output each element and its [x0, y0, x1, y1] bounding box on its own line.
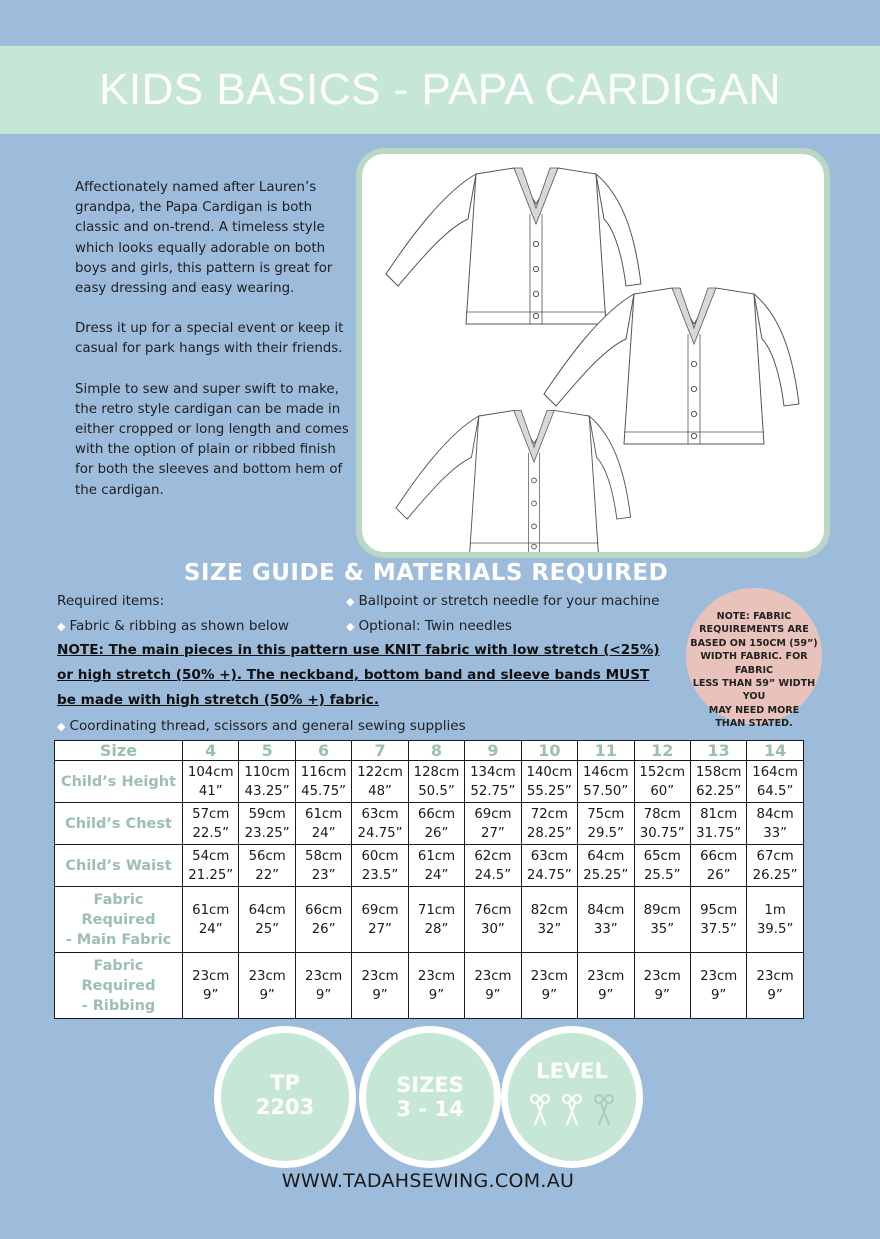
- size-column-header: 6: [295, 741, 351, 761]
- cell-metric-value: 64cm: [248, 902, 286, 918]
- cell-metric-value: 57cm: [192, 806, 230, 822]
- cell-metric-value: 61cm: [305, 806, 343, 822]
- table-cell: [352, 761, 408, 803]
- sizes-range: 3 - 14: [396, 1097, 464, 1121]
- cell-metric-value: 152cm: [639, 764, 686, 780]
- cell-imperial-value: 33”: [763, 825, 787, 841]
- table-row: [55, 953, 804, 1019]
- cell-metric-value: 66cm: [417, 806, 456, 822]
- cell-imperial-value: 64.5”: [756, 783, 794, 799]
- cell-metric-value: 62cm: [474, 848, 512, 864]
- table-cell: [408, 887, 464, 953]
- size-column-header: 11: [578, 741, 634, 761]
- size-column-header: 10: [521, 741, 577, 761]
- size-column-header: 5: [239, 741, 295, 761]
- cell-metric-value: 23cm: [643, 968, 681, 984]
- list-item: [57, 618, 289, 634]
- cell-metric-value: 66cm: [305, 902, 343, 918]
- cell-imperial-value: 26”: [424, 825, 449, 841]
- row-label-line: Child’s Height: [60, 773, 177, 790]
- cell-metric-value: 23cm: [305, 968, 343, 984]
- list-item-text: Optional: Twin needles: [358, 618, 512, 634]
- row-label-line: Fabric Required: [81, 957, 156, 994]
- required-items-label: Required items:: [57, 593, 165, 609]
- row-label-line: Child’s Waist: [65, 857, 172, 874]
- table-cell: [690, 953, 746, 1019]
- row-label: [55, 803, 183, 845]
- size-header-label: Size: [55, 741, 183, 761]
- intro-paragraph: Affectionately named after Lauren’s grandpa, the Papa Cardigan is both classic and on-trend. A timeless style which looks equally adorable on both boys and girls, this pattern is great for easy dressing and easy wearing.: [75, 180, 333, 297]
- table-cell: [183, 761, 239, 803]
- cell-imperial-value: 24.75”: [357, 825, 403, 841]
- fabric-note-line: BASED ON 150CM (59”): [690, 637, 818, 649]
- table-cell: [521, 761, 577, 803]
- list-item-text: Coordinating thread, scissors and general sewing supplies: [69, 718, 466, 734]
- cell-imperial-value: 23”: [311, 867, 336, 883]
- cell-imperial-value: 48”: [368, 783, 392, 799]
- table-cell: [465, 953, 521, 1019]
- cell-metric-value: 104cm: [187, 764, 234, 780]
- cell-imperial-value: 9”: [315, 987, 332, 1003]
- pattern-number-badge: [221, 1033, 349, 1161]
- table-cell: [295, 761, 351, 803]
- cell-metric-value: 23cm: [361, 968, 399, 984]
- cell-metric-value: 23cm: [248, 968, 286, 984]
- table-cell: [634, 845, 690, 887]
- fabric-note-line: REQUIREMENTS ARE: [699, 624, 809, 636]
- table-cell: [747, 761, 803, 803]
- cell-metric-value: 81cm: [700, 806, 738, 822]
- cell-metric-value: 59cm: [248, 806, 286, 822]
- cell-metric-value: 128cm: [413, 764, 460, 780]
- list-item: [57, 718, 466, 734]
- cell-metric-value: 23cm: [700, 968, 738, 984]
- cell-metric-value: 164cm: [752, 764, 798, 780]
- bullet-icon: ◆: [57, 720, 66, 733]
- fabric-note-badge: [686, 588, 822, 730]
- row-label-line: - Main Fabric: [65, 931, 172, 948]
- cell-imperial-value: 62.25”: [696, 783, 742, 799]
- row-label-line: Fabric Required: [81, 891, 156, 928]
- fabric-note-line: NOTE: FABRIC: [716, 611, 792, 622]
- cell-metric-value: 54cm: [192, 848, 230, 864]
- cell-imperial-value: 28.25”: [526, 825, 572, 841]
- cell-imperial-value: 22”: [255, 867, 280, 883]
- table-row: [55, 845, 804, 887]
- cardigan-illustration: [362, 154, 824, 552]
- table-cell: [183, 887, 239, 953]
- cell-metric-value: 60cm: [361, 848, 399, 864]
- table-cell: [634, 803, 690, 845]
- cell-metric-value: 89cm: [643, 902, 681, 918]
- table-cell: [690, 845, 746, 887]
- row-label: [55, 953, 183, 1019]
- cell-imperial-value: 26”: [706, 867, 731, 883]
- cell-imperial-value: 27”: [481, 825, 505, 841]
- table-cell: [295, 845, 351, 887]
- cell-metric-value: 23cm: [756, 968, 794, 984]
- cell-metric-value: 71cm: [417, 902, 456, 918]
- cell-imperial-value: 24.5”: [474, 867, 512, 883]
- sizes-badge: [366, 1033, 494, 1161]
- table-header-row: [55, 741, 804, 761]
- size-column-header: 14: [747, 741, 803, 761]
- size-guide-table: [54, 740, 804, 1019]
- cell-imperial-value: 9”: [541, 987, 558, 1003]
- cell-imperial-value: 9”: [710, 987, 727, 1003]
- knit-note-line: NOTE: The main pieces in this pattern use KNIT fabric with low stretch (<25%): [57, 642, 660, 658]
- cell-imperial-value: 43.25”: [244, 783, 290, 799]
- cell-imperial-value: 50.5”: [418, 783, 455, 799]
- title-banner: [0, 46, 880, 134]
- table-cell: [578, 845, 634, 887]
- bullet-icon: ◆: [346, 620, 355, 633]
- table-cell: [352, 953, 408, 1019]
- table-cell: [465, 803, 521, 845]
- cell-metric-value: 65cm: [643, 848, 681, 864]
- table-cell: [578, 761, 634, 803]
- list-item-text: Fabric & ribbing as shown below: [69, 618, 290, 634]
- cell-imperial-value: 25.25”: [583, 867, 629, 883]
- table-cell: [408, 953, 464, 1019]
- table-cell: [521, 953, 577, 1019]
- cell-metric-value: 84cm: [587, 902, 625, 918]
- cell-imperial-value: 24”: [311, 825, 336, 841]
- size-column-header: 12: [634, 741, 690, 761]
- cell-imperial-value: 9”: [372, 987, 388, 1003]
- cell-metric-value: 23cm: [474, 968, 512, 984]
- cardigan-illustration-frame: [356, 148, 830, 558]
- cell-metric-value: 158cm: [695, 764, 742, 780]
- table-cell: [747, 803, 803, 845]
- cell-metric-value: 61cm: [417, 848, 456, 864]
- table-cell: [747, 953, 803, 1019]
- cell-imperial-value: 23.5”: [361, 867, 399, 883]
- level-scissors-rating: [524, 1089, 620, 1129]
- cell-imperial-value: 45.75”: [301, 783, 347, 799]
- cell-metric-value: 82cm: [530, 902, 568, 918]
- table-cell: [408, 803, 464, 845]
- table-cell: [239, 803, 295, 845]
- table-cell: [352, 803, 408, 845]
- page-title: KIDS BASICS - PAPA CARDIGAN: [99, 65, 781, 114]
- table-cell: [408, 845, 464, 887]
- cell-imperial-value: 25”: [255, 921, 280, 937]
- cell-imperial-value: 57.50”: [583, 783, 629, 799]
- table-cell: [578, 803, 634, 845]
- table-cell: [690, 803, 746, 845]
- cell-imperial-value: 24”: [198, 921, 223, 937]
- cell-imperial-value: 26”: [311, 921, 336, 937]
- table-cell: [634, 761, 690, 803]
- cell-metric-value: 64cm: [587, 848, 625, 864]
- cell-imperial-value: 30.75”: [639, 825, 685, 841]
- cell-imperial-value: 32”: [537, 921, 562, 937]
- cell-imperial-value: 29.5”: [587, 825, 625, 841]
- cell-metric-value: 63cm: [530, 848, 568, 864]
- table-cell: [239, 845, 295, 887]
- table-cell: [352, 887, 408, 953]
- cell-metric-value: 146cm: [582, 764, 629, 780]
- scissors-icon-filled: [563, 1095, 581, 1125]
- sizes-label: SIZES: [396, 1073, 464, 1097]
- cell-metric-value: 72cm: [530, 806, 568, 822]
- scissors-icon-empty: [595, 1095, 613, 1125]
- table-cell: [634, 953, 690, 1019]
- cell-imperial-value: 37.5”: [700, 921, 737, 937]
- size-column-header: 7: [352, 741, 408, 761]
- cell-metric-value: 84cm: [756, 806, 794, 822]
- list-item: [346, 618, 512, 634]
- cell-imperial-value: 24.75”: [526, 867, 572, 883]
- size-column-header: 4: [183, 741, 239, 761]
- cell-metric-value: 122cm: [357, 764, 403, 780]
- cell-metric-value: 67cm: [756, 848, 794, 864]
- list-item-text: Ballpoint or stretch needle for your machine: [358, 593, 660, 609]
- cell-metric-value: 110cm: [244, 764, 290, 780]
- table-cell: [465, 887, 521, 953]
- table-cell: [747, 887, 803, 953]
- level-badge: [508, 1033, 636, 1161]
- table-cell: [239, 953, 295, 1019]
- table-cell: [578, 953, 634, 1019]
- cell-imperial-value: 9”: [485, 987, 501, 1003]
- cell-imperial-value: 9”: [428, 987, 445, 1003]
- size-column-header: 13: [690, 741, 746, 761]
- fabric-note-line: LESS THAN 59” WIDTH YOU: [692, 678, 816, 703]
- cell-metric-value: 61cm: [192, 902, 230, 918]
- table-cell: [239, 761, 295, 803]
- table-cell: [295, 953, 351, 1019]
- cell-imperial-value: 30”: [481, 921, 505, 937]
- cell-metric-value: 23cm: [417, 968, 456, 984]
- size-column-header: 9: [465, 741, 521, 761]
- intro-text: [75, 178, 350, 521]
- cell-imperial-value: 26.25”: [752, 867, 798, 883]
- cell-metric-value: 23cm: [530, 968, 568, 984]
- cell-metric-value: 1m: [764, 902, 786, 918]
- cell-imperial-value: 9”: [203, 987, 219, 1003]
- cell-metric-value: 75cm: [587, 806, 625, 822]
- cell-imperial-value: 41”: [198, 783, 223, 799]
- table-cell: [521, 803, 577, 845]
- row-label: [55, 761, 183, 803]
- cell-imperial-value: 27”: [368, 921, 392, 937]
- cell-metric-value: 134cm: [470, 764, 516, 780]
- table-cell: [521, 887, 577, 953]
- row-label: [55, 845, 183, 887]
- cell-metric-value: 69cm: [474, 806, 512, 822]
- table-cell: [239, 887, 295, 953]
- cell-imperial-value: 39.5”: [756, 921, 794, 937]
- table-cell: [521, 845, 577, 887]
- pattern-code-number: 2203: [255, 1095, 315, 1119]
- cell-metric-value: 76cm: [474, 902, 512, 918]
- table-cell: [465, 761, 521, 803]
- cell-metric-value: 58cm: [305, 848, 343, 864]
- cell-metric-value: 23cm: [192, 968, 230, 984]
- cell-metric-value: 140cm: [526, 764, 573, 780]
- table-cell: [183, 953, 239, 1019]
- website-url: WWW.TADAHSEWING.COM.AU: [281, 1170, 575, 1192]
- cell-imperial-value: 31.75”: [696, 825, 742, 841]
- knit-note-line: be made with high stretch (50% +) fabric.: [57, 692, 380, 708]
- table-cell: [747, 845, 803, 887]
- cell-imperial-value: 22.5”: [192, 825, 229, 841]
- cell-imperial-value: 60”: [650, 783, 675, 799]
- cell-imperial-value: 33”: [593, 921, 618, 937]
- intro-paragraph: Simple to sew and super swift to make, the retro style cardigan can be made in either cropped or long length and comes with the option of plain or ribbed finish for both the sleeves and bottom hem of the cardigan.: [75, 381, 349, 498]
- knit-note-line: or high stretch (50% +). The neckband, bottom band and sleeve bands MUST: [57, 667, 650, 683]
- table-cell: [352, 845, 408, 887]
- row-label-line: Child’s Chest: [65, 815, 172, 832]
- cell-metric-value: 56cm: [248, 848, 286, 864]
- table-row: [55, 887, 804, 953]
- cell-imperial-value: 9”: [598, 987, 614, 1003]
- cell-imperial-value: 28”: [424, 921, 449, 937]
- cell-imperial-value: 21.25”: [188, 867, 234, 883]
- cell-metric-value: 69cm: [361, 902, 399, 918]
- table-cell: [690, 887, 746, 953]
- cell-metric-value: 66cm: [700, 848, 738, 864]
- table-row: [55, 761, 804, 803]
- table-cell: [408, 761, 464, 803]
- table-cell: [578, 887, 634, 953]
- fabric-note-line: MAY NEED MORE: [708, 704, 800, 716]
- row-label-line: - Ribbing: [81, 997, 156, 1014]
- row-label: [55, 887, 183, 953]
- cell-metric-value: 95cm: [700, 902, 738, 918]
- table-row: [55, 803, 804, 845]
- cell-imperial-value: 24”: [424, 867, 449, 883]
- bullet-icon: ◆: [57, 620, 66, 633]
- table-cell: [183, 803, 239, 845]
- size-guide-heading: SIZE GUIDE & MATERIALS REQUIRED: [183, 560, 669, 586]
- table-cell: [183, 845, 239, 887]
- cell-metric-value: 23cm: [587, 968, 625, 984]
- table-cell: [295, 887, 351, 953]
- list-item: [346, 593, 659, 609]
- fabric-note-line: WIDTH FABRIC. FOR FABRIC: [700, 651, 808, 676]
- cell-imperial-value: 9”: [767, 987, 783, 1003]
- table-cell: [295, 803, 351, 845]
- scissors-icon-filled: [531, 1095, 549, 1125]
- table-cell: [634, 887, 690, 953]
- cell-imperial-value: 35”: [650, 921, 675, 937]
- cell-imperial-value: 55.25”: [526, 783, 572, 799]
- level-label: LEVEL: [536, 1059, 608, 1083]
- cell-imperial-value: 23.25”: [244, 825, 290, 841]
- cell-imperial-value: 25.5”: [643, 867, 681, 883]
- table-cell: [465, 845, 521, 887]
- pattern-code-label: TP: [270, 1071, 300, 1095]
- cell-metric-value: 78cm: [643, 806, 681, 822]
- table-cell: [690, 761, 746, 803]
- cell-imperial-value: 9”: [654, 987, 670, 1003]
- cell-metric-value: 63cm: [361, 806, 399, 822]
- intro-paragraph: Dress it up for a special event or keep it casual for park hangs with their friends.: [75, 321, 344, 357]
- cell-metric-value: 116cm: [300, 764, 347, 780]
- fabric-note-line: THAN STATED.: [715, 718, 793, 730]
- size-column-header: 8: [408, 741, 464, 761]
- bullet-icon: ◆: [346, 595, 355, 608]
- cell-imperial-value: 52.75”: [470, 783, 516, 799]
- cell-imperial-value: 9”: [259, 987, 275, 1003]
